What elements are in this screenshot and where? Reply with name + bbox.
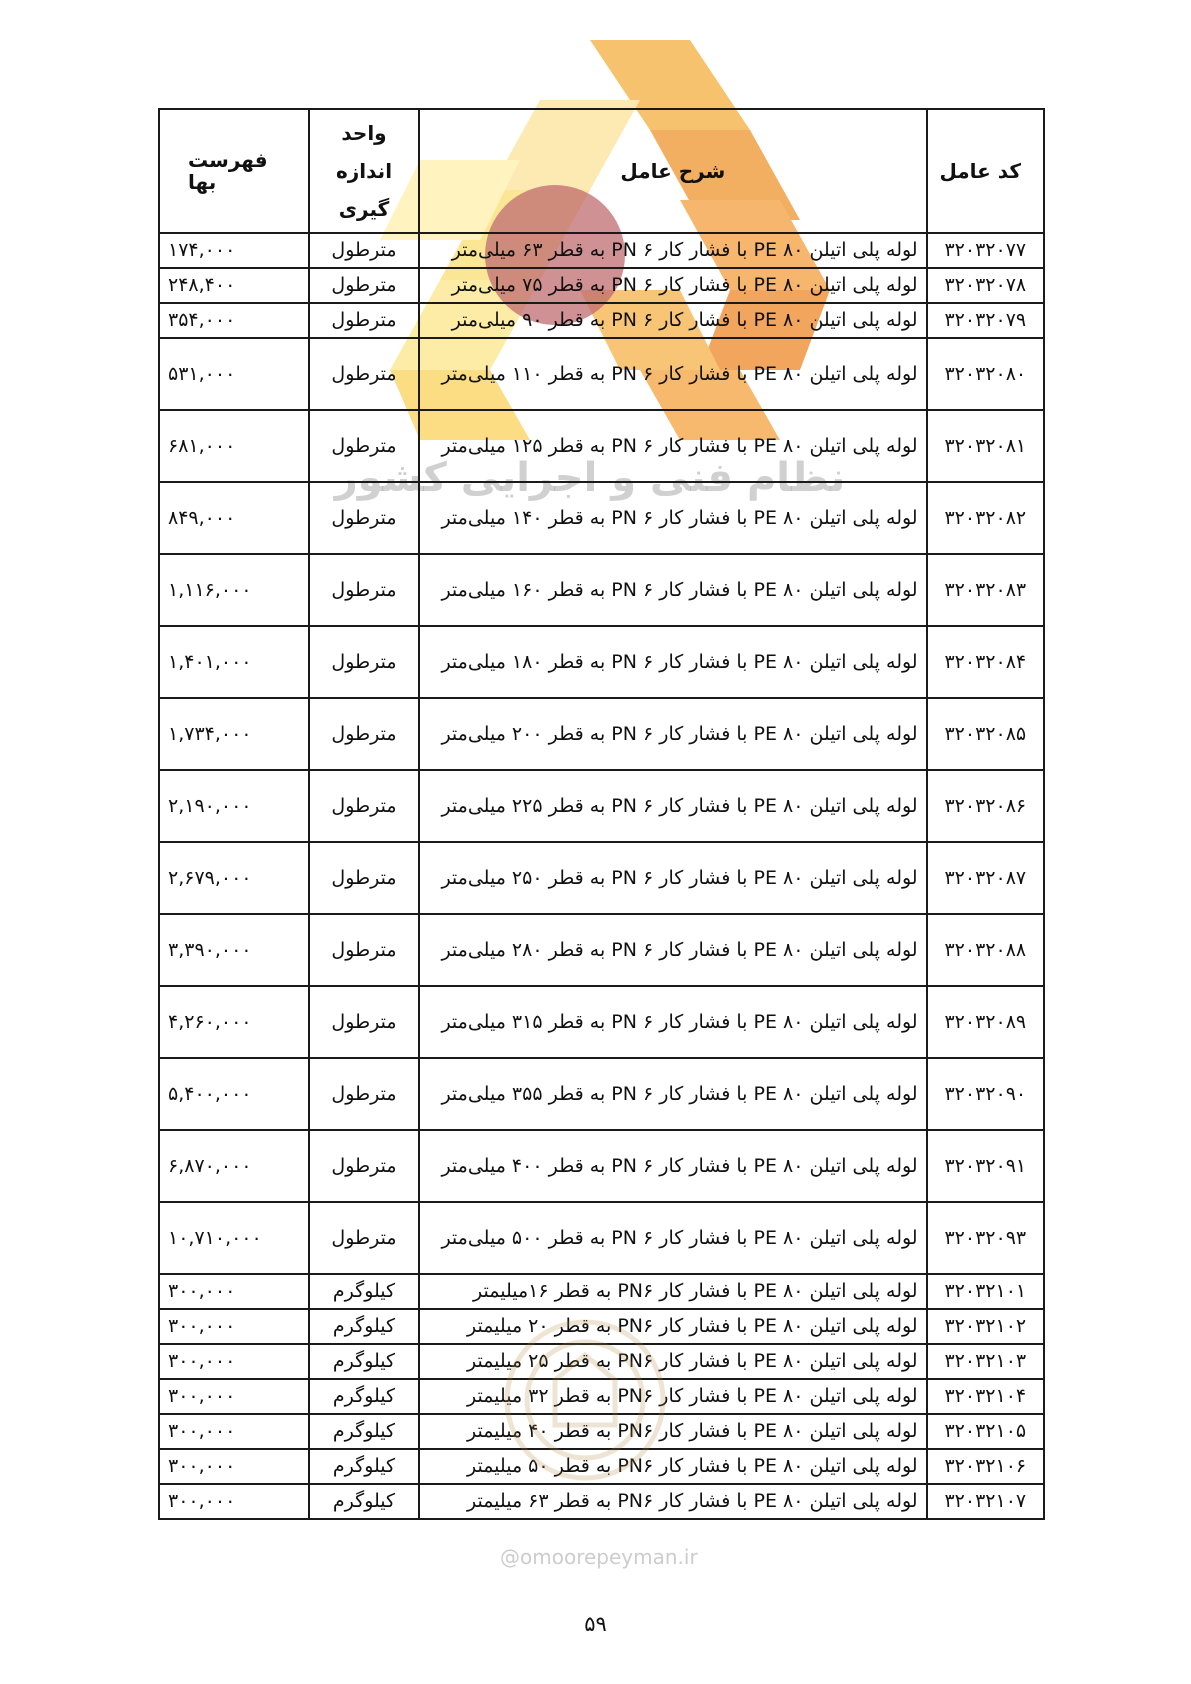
cell-unit: مترطول [309, 698, 419, 770]
cell-code: ۳۲۰۳۲۰۸۹ [927, 986, 1044, 1058]
cell-description: لوله پلی اتیلن ۸۰ PE با فشار کار ۶ PN به قطر ۳۱۵ میلی‌متر [419, 986, 927, 1058]
table-row [159, 338, 1044, 410]
cell-price: ۲,۱۹۰,۰۰۰ [159, 770, 309, 842]
cell-unit: کیلوگرم [309, 1274, 419, 1309]
cell-price: ۱۰,۷۱۰,۰۰۰ [159, 1202, 309, 1274]
cell-price: ۵,۴۰۰,۰۰۰ [159, 1058, 309, 1130]
cell-price: ۶۸۱,۰۰۰ [159, 410, 309, 482]
header-price: فهرست بها [159, 109, 309, 233]
cell-price: ۳۰۰,۰۰۰ [159, 1274, 309, 1309]
cell-price: ۱۷۴,۰۰۰ [159, 233, 309, 268]
cell-code: ۳۲۰۳۲۰۹۰ [927, 1058, 1044, 1130]
cell-code: ۳۲۰۳۲۰۸۴ [927, 626, 1044, 698]
cell-price: ۳۰۰,۰۰۰ [159, 1379, 309, 1414]
cell-code: ۳۲۰۳۲۰۷۹ [927, 303, 1044, 338]
table-row [159, 1202, 1044, 1274]
cell-code: ۳۲۰۳۲۰۹۳ [927, 1202, 1044, 1274]
cell-description: لوله پلی اتیلن ۸۰ PE با فشار کار ۶ PN به قطر ۱۱۰ میلی‌متر [419, 338, 927, 410]
cell-unit: کیلوگرم [309, 1309, 419, 1344]
watermark-text: نظام فنی و اجرایی کشور [334, 455, 846, 501]
table-row [159, 914, 1044, 986]
cell-code: ۳۲۰۳۲۰۸۲ [927, 482, 1044, 554]
table-row [159, 554, 1044, 626]
cell-price: ۳۰۰,۰۰۰ [159, 1449, 309, 1484]
seal-watermark [485, 1310, 685, 1490]
cell-unit: کیلوگرم [309, 1379, 419, 1414]
cell-unit: کیلوگرم [309, 1414, 419, 1449]
cell-unit: مترطول [309, 482, 419, 554]
cell-price: ۳۰۰,۰۰۰ [159, 1309, 309, 1344]
cell-unit: کیلوگرم [309, 1449, 419, 1484]
cell-code: ۳۲۰۳۲۰۹۱ [927, 1130, 1044, 1202]
cell-unit: مترطول [309, 842, 419, 914]
cell-price: ۶,۸۷۰,۰۰۰ [159, 1130, 309, 1202]
cell-description: لوله پلی اتیلن ۸۰ PE با فشار کار ۶ PN به قطر ۱۴۰ میلی‌متر [419, 482, 927, 554]
cell-description: لوله پلی اتیلن ۸۰ PE با فشار کار ۶ PN به قطر ۵۰۰ میلی‌متر [419, 1202, 927, 1274]
cell-description: لوله پلی اتیلن ۸۰ PE با فشار کار ۶ PN به قطر ۶۳ میلی‌متر [419, 233, 927, 268]
cell-unit: مترطول [309, 914, 419, 986]
cell-unit: مترطول [309, 268, 419, 303]
cell-unit: مترطول [309, 1202, 419, 1274]
price-list-table [158, 108, 1045, 1520]
cell-code: ۳۲۰۳۲۱۰۳ [927, 1344, 1044, 1379]
table-row [159, 1274, 1044, 1309]
cell-price: ۳۵۴,۰۰۰ [159, 303, 309, 338]
table-row [159, 698, 1044, 770]
cell-description: لوله پلی اتیلن ۸۰ PE با فشار کار ۶ PN به قطر ۲۸۰ میلی‌متر [419, 914, 927, 986]
cell-code: ۳۲۰۳۲۰۸۳ [927, 554, 1044, 626]
cell-code: ۳۲۰۳۲۰۸۷ [927, 842, 1044, 914]
cell-description: لوله پلی اتیلن ۸۰ PE با فشار کار ۶ PN به قطر ۳۵۵ میلی‌متر [419, 1058, 927, 1130]
cell-price: ۱,۷۳۴,۰۰۰ [159, 698, 309, 770]
cell-description: لوله پلی اتیلن ۸۰ PE با فشار کار PN۶ به قطر ۲۵ میلیمتر [419, 1344, 927, 1379]
cell-code: ۳۲۰۳۲۰۸۸ [927, 914, 1044, 986]
header-unit: واحد اندازه گیری [309, 109, 419, 233]
cell-description: لوله پلی اتیلن ۸۰ PE با فشار کار PN۶ به قطر ۱۶میلیمتر [419, 1274, 927, 1309]
cell-unit: مترطول [309, 986, 419, 1058]
cell-unit: مترطول [309, 410, 419, 482]
cell-price: ۱,۱۱۶,۰۰۰ [159, 554, 309, 626]
cell-description: لوله پلی اتیلن ۸۰ PE با فشار کار ۶ PN به قطر ۹۰ میلی‌متر [419, 303, 927, 338]
cell-price: ۱,۴۰۱,۰۰۰ [159, 626, 309, 698]
cell-description: لوله پلی اتیلن ۸۰ PE با فشار کار ۶ PN به قطر ۲۵۰ میلی‌متر [419, 842, 927, 914]
cell-code: ۳۲۰۳۲۱۰۲ [927, 1309, 1044, 1344]
cell-unit: مترطول [309, 1130, 419, 1202]
table-row [159, 770, 1044, 842]
table-row [159, 1058, 1044, 1130]
cell-code: ۳۲۰۳۲۰۸۰ [927, 338, 1044, 410]
table-row [159, 626, 1044, 698]
cell-code: ۳۲۰۳۲۱۰۶ [927, 1449, 1044, 1484]
cell-price: ۳۰۰,۰۰۰ [159, 1484, 309, 1519]
cell-code: ۳۲۰۳۲۰۷۷ [927, 233, 1044, 268]
cell-description: لوله پلی اتیلن ۸۰ PE با فشار کار ۶ PN به قطر ۴۰۰ میلی‌متر [419, 1130, 927, 1202]
cell-unit: مترطول [309, 303, 419, 338]
cell-code: ۳۲۰۳۲۱۰۵ [927, 1414, 1044, 1449]
table-row [159, 303, 1044, 338]
cell-unit: کیلوگرم [309, 1344, 419, 1379]
cell-code: ۳۲۰۳۲۰۸۶ [927, 770, 1044, 842]
cell-code: ۳۲۰۳۲۰۸۱ [927, 410, 1044, 482]
cell-description: لوله پلی اتیلن ۸۰ PE با فشار کار PN۶ به قطر ۴۰ میلیمتر [419, 1414, 927, 1449]
cell-unit: کیلوگرم [309, 1484, 419, 1519]
page-number: ۵۹ [584, 1612, 607, 1636]
table-row [159, 482, 1044, 554]
table-header-row [159, 109, 1044, 233]
cell-price: ۵۳۱,۰۰۰ [159, 338, 309, 410]
cell-description: لوله پلی اتیلن ۸۰ PE با فشار کار ۶ PN به قطر ۲۲۵ میلی‌متر [419, 770, 927, 842]
cell-description: لوله پلی اتیلن ۸۰ PE با فشار کار ۶ PN به قطر ۲۰۰ میلی‌متر [419, 698, 927, 770]
cell-price: ۳۰۰,۰۰۰ [159, 1344, 309, 1379]
cell-price: ۲۴۸,۴۰۰ [159, 268, 309, 303]
cell-unit: مترطول [309, 233, 419, 268]
cell-unit: مترطول [309, 554, 419, 626]
table-row [159, 410, 1044, 482]
cell-description: لوله پلی اتیلن ۸۰ PE با فشار کار PN۶ به قطر ۵۰ میلیمتر [419, 1449, 927, 1484]
cell-description: لوله پلی اتیلن ۸۰ PE با فشار کار ۶ PN به قطر ۱۲۵ میلی‌متر [419, 410, 927, 482]
cell-code: ۳۲۰۳۲۰۸۵ [927, 698, 1044, 770]
cell-unit: مترطول [309, 626, 419, 698]
cell-code: ۳۲۰۳۲۱۰۱ [927, 1274, 1044, 1309]
cell-code: ۳۲۰۳۲۱۰۷ [927, 1484, 1044, 1519]
cell-description: لوله پلی اتیلن ۸۰ PE با فشار کار PN۶ به قطر ۲۰ میلیمتر [419, 1309, 927, 1344]
table-row [159, 986, 1044, 1058]
table-row [159, 1130, 1044, 1202]
cell-price: ۳,۳۹۰,۰۰۰ [159, 914, 309, 986]
table-row [159, 233, 1044, 268]
cell-unit: مترطول [309, 338, 419, 410]
cell-price: ۴,۲۶۰,۰۰۰ [159, 986, 309, 1058]
cell-unit: مترطول [309, 1058, 419, 1130]
cell-unit: مترطول [309, 770, 419, 842]
header-description: شرح عامل [419, 109, 927, 233]
cell-code: ۳۲۰۳۲۱۰۴ [927, 1379, 1044, 1414]
cell-description: لوله پلی اتیلن ۸۰ PE با فشار کار PN۶ به قطر ۶۳ میلیمتر [419, 1484, 927, 1519]
cell-price: ۸۴۹,۰۰۰ [159, 482, 309, 554]
table-row [159, 842, 1044, 914]
table-row [159, 268, 1044, 303]
cell-description: لوله پلی اتیلن ۸۰ PE با فشار کار ۶ PN به قطر ۱۸۰ میلی‌متر [419, 626, 927, 698]
cell-description: لوله پلی اتیلن ۸۰ PE با فشار کار PN۶ به قطر ۳۲ میلیمتر [419, 1379, 927, 1414]
cell-description: لوله پلی اتیلن ۸۰ PE با فشار کار ۶ PN به قطر ۱۶۰ میلی‌متر [419, 554, 927, 626]
site-watermark: @omoorepeyman.ir [500, 1545, 698, 1569]
cell-code: ۳۲۰۳۲۰۷۸ [927, 268, 1044, 303]
cell-price: ۳۰۰,۰۰۰ [159, 1414, 309, 1449]
cell-price: ۲,۶۷۹,۰۰۰ [159, 842, 309, 914]
cell-description: لوله پلی اتیلن ۸۰ PE با فشار کار ۶ PN به قطر ۷۵ میلی‌متر [419, 268, 927, 303]
header-code: کد عامل [927, 109, 1044, 233]
